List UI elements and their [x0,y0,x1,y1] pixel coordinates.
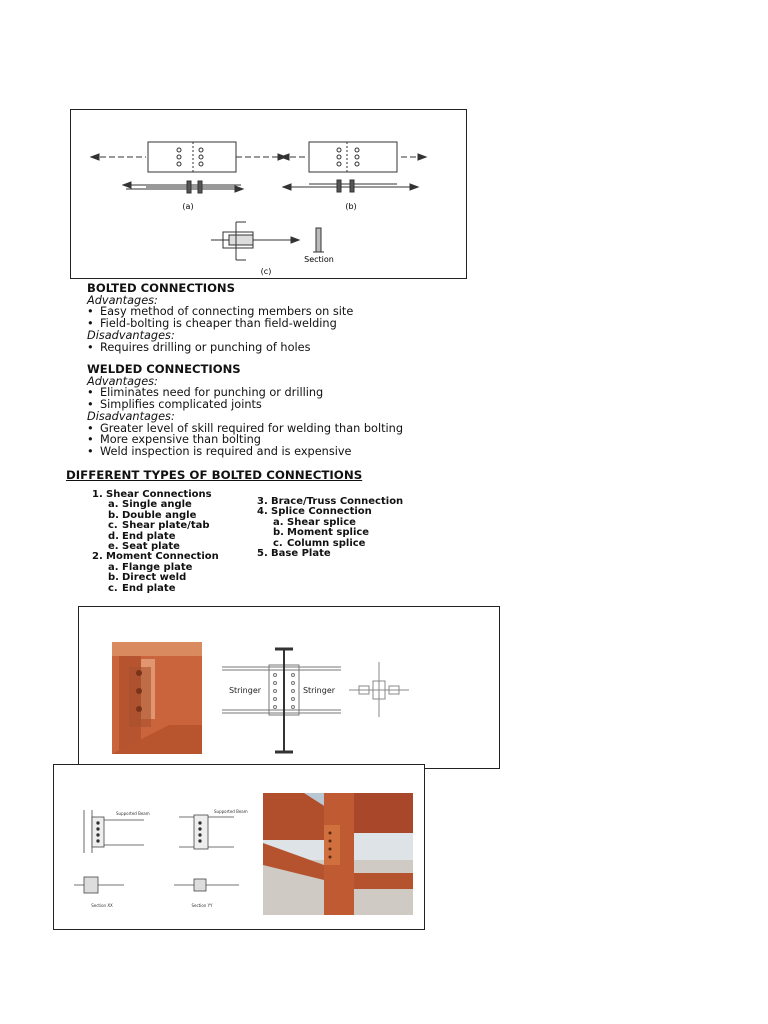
bolted-disadvantage-item: • Requires drilling or punching of holes [87,342,353,354]
figure-label-c: (c) [260,267,272,276]
bolted-disadvantages-label: Disadvantages: [87,328,175,342]
welded-section [87,364,403,458]
list-subitem: c. Column splice [273,537,366,549]
steel-frame-photo [263,793,413,915]
bolted-advantage-item: • Field-bolting is cheaper than field-welding [87,318,353,330]
list-subitem: a. Shear splice [273,516,356,528]
splice-figure [78,606,500,769]
welded-disadvantage-item: • Greater level of skill required for welding than bolting [87,423,403,435]
types-title: DIFFERENT TYPES OF BOLTED CONNECTIONS [66,468,363,482]
list-subitem: a. Single angle [108,499,192,511]
connection-diagram-figure [70,109,467,279]
list-item: 3. Brace/Truss Connection [257,496,404,507]
welded-heading: WELDED CONNECTIONS [87,362,241,376]
bolted-section [87,283,353,353]
connection-diagram [71,110,468,280]
section-xx-label: Section XX [91,903,113,908]
list-subitem: d. End plate [108,530,176,542]
section-label: Section [304,255,334,264]
bolted-advantages-label: Advantages: [87,293,158,307]
list-subitem: b. Double angle [108,509,197,521]
figure-label-b: (b) [345,202,357,211]
types-list-col1 [92,490,219,594]
shear-connection-diagram [54,765,426,931]
list-subitem: c. End plate [108,582,176,594]
stringer-label-left: Stringer [228,686,262,695]
section-yy-label: Section YY [191,903,213,908]
list-item: 4. Splice Connection [257,506,372,518]
list-subitem: a. Flange plate [108,561,193,573]
welded-advantage-item: • Simplifies complicated joints [87,399,403,411]
bolted-heading: BOLTED CONNECTIONS [87,281,235,295]
supported-beam-label: Supported Beam [116,811,150,816]
welded-advantages-label: Advantages: [87,374,158,388]
steel-photo [112,642,202,754]
list-item: 2. Moment Connection [92,551,219,563]
list-subitem: b. Moment splice [273,527,370,539]
list-subitem: e. Seat plate [108,541,180,553]
supported-beam-label: Supported Beam [214,809,248,814]
list-item: 1. Shear Connections [92,489,212,500]
welded-disadvantage-item: • Weld inspection is required and is expensive [87,446,403,458]
figure-label-a: (a) [182,202,194,211]
splice-diagram [79,607,501,770]
welded-advantage-item: • Eliminates need for punching or drilling [87,387,403,399]
list-subitem: b. Direct weld [108,572,187,584]
shear-connection-figure [53,764,425,930]
list-subitem: c. Shear plate/tab [108,520,210,532]
welded-disadvantages-label: Disadvantages: [87,409,175,423]
types-list-col2 [257,497,403,559]
list-item: 5. Base Plate [257,548,331,560]
stringer-label-right: Stringer [302,686,336,695]
welded-disadvantage-item: • More expensive than bolting [87,434,403,446]
bolted-advantage-item: • Easy method of connecting members on site [87,306,353,318]
